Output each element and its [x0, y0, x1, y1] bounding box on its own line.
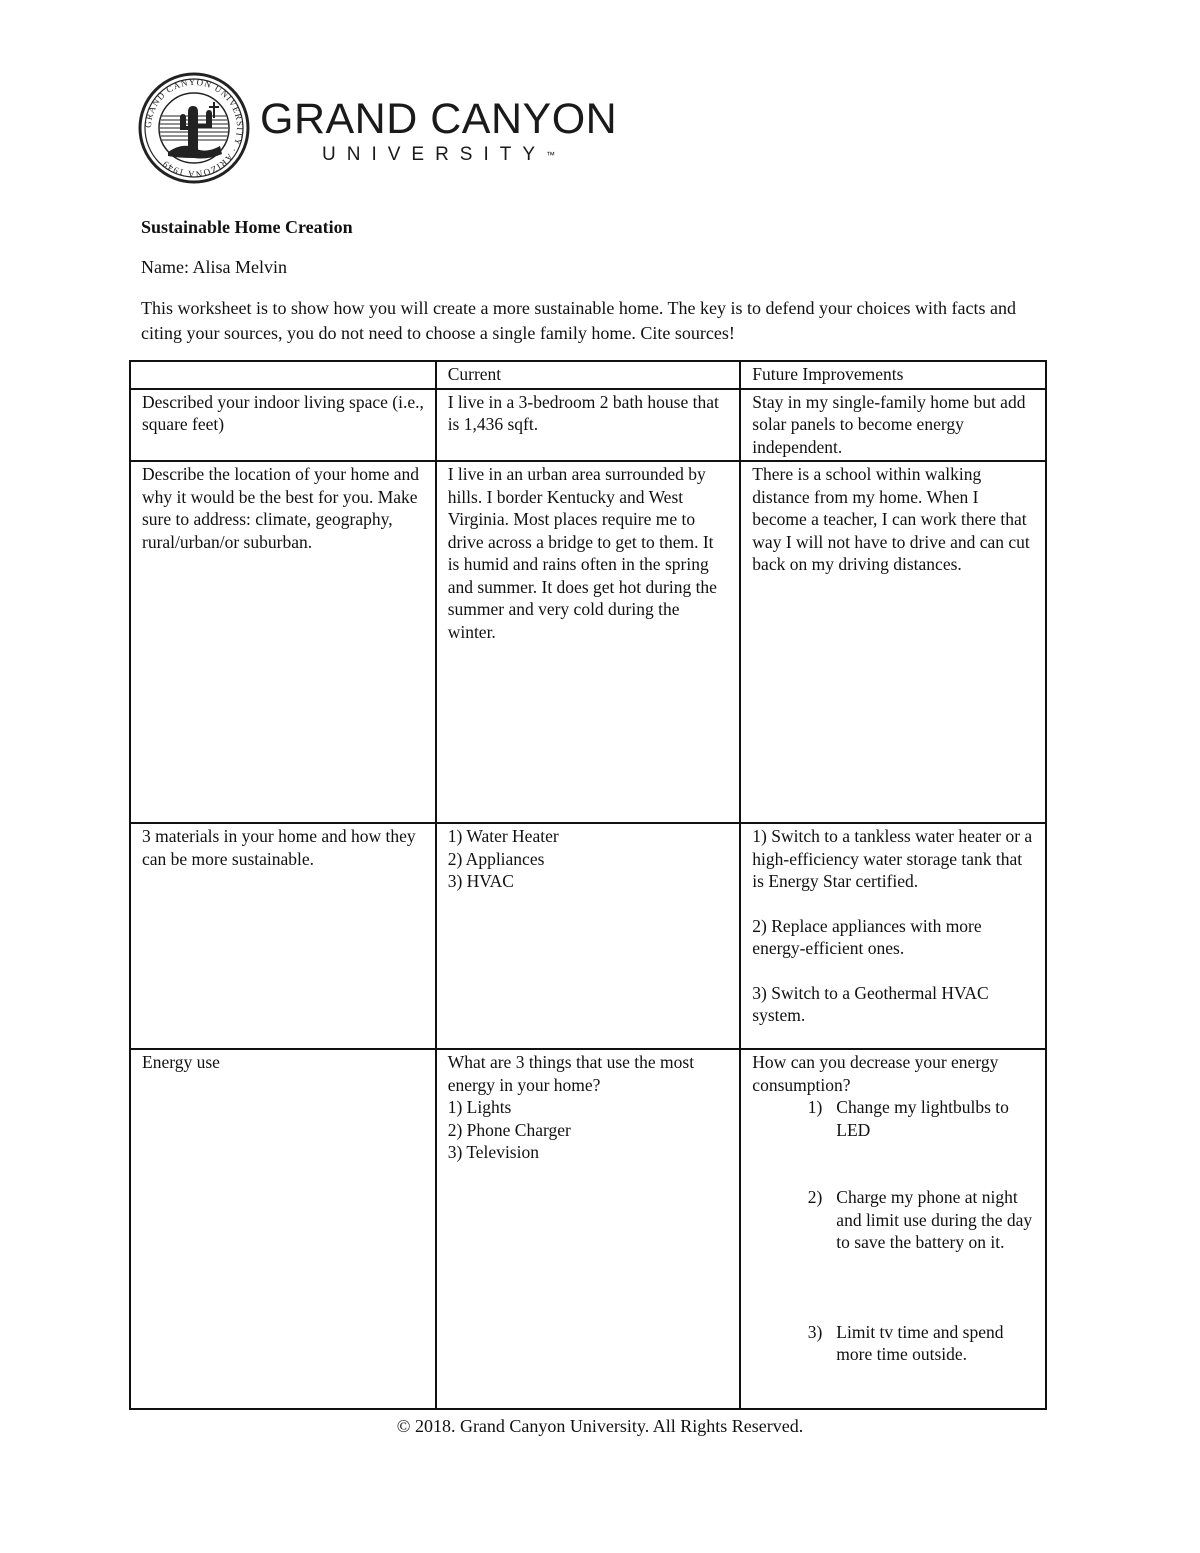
list-item: [752, 1186, 1035, 1254]
worksheet-table: [129, 360, 1047, 1410]
university-wordmark: [260, 96, 617, 166]
table-header-row: [130, 361, 1046, 389]
table-row-living-space: [130, 389, 1046, 462]
list-item: 1) Water Heater: [447, 826, 559, 846]
list-number: 2): [807, 1187, 823, 1207]
energy-tips-list: [752, 1096, 1035, 1366]
university-logo: [138, 72, 628, 192]
list-item: 2) Appliances: [447, 848, 545, 869]
list-item: 2) Replace appliances with more energy-efficient ones.: [752, 915, 982, 958]
student-name: Name: Alisa Melvin: [141, 257, 287, 277]
current-cell: I live in an urban area surrounded by hills. I border Kentucky and West Virginia. Most places require me to drive across a bridge to get to them. It is humid and rains often in the spring and summer. It does get hot during the summer and very cold during the winter.: [436, 461, 741, 823]
header-cell-blank: [130, 361, 436, 389]
trademark-mark: ™: [546, 150, 556, 160]
current-cell: [436, 823, 741, 1049]
header-cell-future: Future Improvements: [740, 361, 1046, 389]
copyright-footer: © 2018. Grand Canyon University. All Rights Reserved.: [396, 1416, 804, 1436]
table-row-materials: [130, 823, 1046, 1049]
future-cell: There is a school within walking distance from my home. When I become a teacher, I can work there that way I will not have to drive and can cut back on my driving distances.: [740, 461, 1046, 823]
future-cell: [740, 1049, 1046, 1409]
list-item: 1) Lights: [447, 1097, 512, 1117]
row-label: 3 materials in your home and how they can be more sustainable.: [130, 823, 436, 1049]
list-number: 1): [807, 1097, 823, 1117]
list-text: Charge my phone at night and limit use during the day to save the battery on it.: [836, 1187, 1033, 1252]
wordmark-top: GRAND CANYON: [260, 95, 618, 143]
list-number: 3): [807, 1321, 823, 1342]
future-cell: [740, 823, 1046, 1049]
current-cell: [436, 1049, 741, 1409]
header-cell-current: Current: [436, 361, 741, 389]
list-text: Limit tv time and spend more time outside.: [836, 1321, 1004, 1364]
cell-question: What are 3 things that use the most energy in your home?: [447, 1052, 695, 1095]
cell-question: How can you decrease your energy consumption?: [752, 1052, 999, 1095]
current-cell: I live in a 3-bedroom 2 bath house that is 1,436 sqft.: [436, 389, 741, 462]
row-label: Describe the location of your home and why it would be the best for you. Make sure to address: climate, geography, rural/urban/or suburban.: [130, 461, 436, 823]
table-row-energy-use: [130, 1049, 1046, 1409]
wordmark-bottom: UNIVERSITY™: [322, 144, 556, 165]
university-seal-icon: [138, 72, 250, 184]
list-item: 1) Switch to a tankless water heater or a high-efficiency water storage tank that is Energy Star certified.: [752, 826, 1033, 891]
svg-text:GRAND CANYON UNIVERSITY · ARIZ: GRAND CANYON UNIVERSITY · ARIZONA 1949: [142, 76, 246, 180]
list-item: 3) Switch to a Geothermal HVAC system.: [752, 982, 989, 1025]
document-title: Sustainable Home Creation: [141, 217, 353, 237]
list-item: 2) Phone Charger: [447, 1119, 571, 1140]
table-row-location: [130, 461, 1046, 823]
row-label: Described your indoor living space (i.e., square feet): [130, 389, 436, 462]
list-item: [752, 1096, 1035, 1141]
future-cell: Stay in my single-family home but add solar panels to become energy independent.: [740, 389, 1046, 462]
list-text: Change my lightbulbs to LED: [836, 1097, 1009, 1140]
list-item: 3) HVAC: [447, 871, 514, 891]
list-item: [752, 1321, 1035, 1366]
row-label: Energy use: [130, 1049, 436, 1409]
list-item: 3) Television: [447, 1142, 539, 1162]
worksheet-instructions: This worksheet is to show how you will create a more sustainable home. The key is to defend your choices with facts and citing your sources, you do not need to choose a single family home. Cite sources!: [141, 298, 1016, 343]
